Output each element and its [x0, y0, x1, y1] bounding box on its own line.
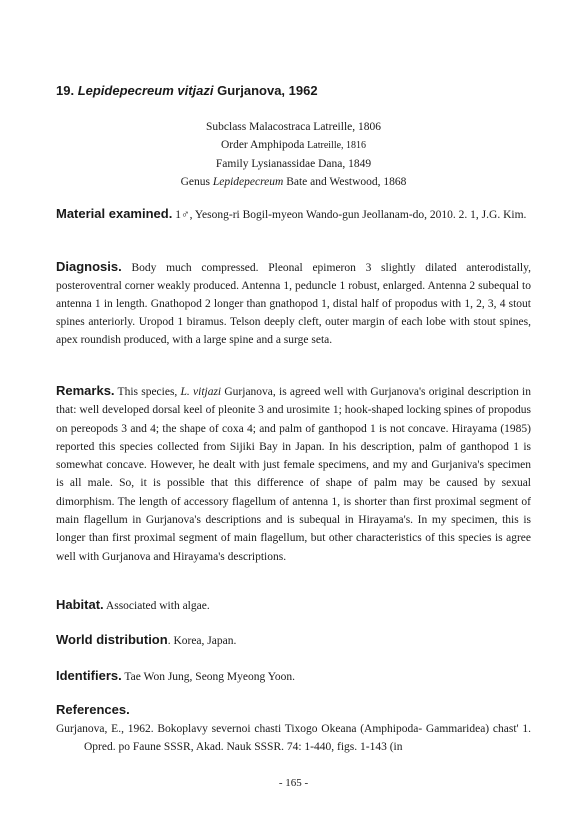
genus-prefix: Genus	[180, 176, 213, 188]
family-line: Family Lysianassidae Dana, 1849	[215, 158, 372, 170]
page-number: - 165 -	[278, 777, 309, 789]
species-number: 19.	[56, 83, 78, 98]
habitat-text: Associated with algae.	[103, 600, 210, 612]
diagnosis-text: Body much compressed. Pleonal epimeron 3 slightly dilated anterodistally, posteroventral corner weakly produced. Antenna 1, peduncle 1 robust, enlarged. Antenna 2 subequal to antenna 1 in length. Gnathopod 2 longer than gnathopod 1, distal half of propodus with 1, 2, 3, 4 stout spines anteriorly. Uropod 1 biramus. Telson deeply cleft, outer margin of each lobe with stout spines, apex roundish produced, with a large spine and a surge seta.	[56, 262, 531, 346]
species-name: Lepidepecreum vitjazi	[77, 83, 214, 98]
distribution-section	[56, 632, 531, 647]
remarks-species: L. vitjazi	[180, 386, 222, 398]
genus-author: Bate and Westwood, 1868	[283, 176, 407, 188]
order-author: Latreille, 1816	[307, 140, 367, 151]
habitat-section	[56, 597, 531, 612]
species-title	[56, 83, 536, 98]
remarks-text-b: Gurjanova, is agreed well with Gurjanova's original description in that: well developed dorsal keel of pleonite 3 and urosimite 1; hook-shaped locking spines of propodus on pereopods 3 and 4; the shape of coxa 4; and palm of ganthopod 1 is not concave. Hirayama (1985) reported this species collected from Sijiki Bay in Japan. In his description, palm of ganthopod 1 is somewhat concave. However, he dealt with just female specimens, and my and Gurjaniva's specimen is all male. So, it is possible that this difference of shape of palm may be caused by sexual dimorphism. The length of accessory flagellum of antenna 1, is shorter than first proximal segment of main flagellum in Gurjanova's descriptions and is subequal in Hirayama's. In my specimen, this is longer than first proximal segment of main flagellum, but other characteristics of this species is agree well with Gurjanova and Hirayama's descriptions.	[56, 386, 531, 563]
remarks-section	[56, 382, 531, 566]
diagnosis-heading: Diagnosis.	[56, 259, 122, 274]
identifiers-text: Tae Won Jung, Seong Myeong Yoon.	[121, 671, 295, 683]
remarks-text-a: This species,	[114, 386, 181, 398]
species-author: Gurjanova, 1962	[213, 83, 318, 98]
habitat-heading: Habitat.	[56, 597, 104, 612]
subclass-line: Subclass Malacostraca Latreille, 1806	[206, 121, 381, 133]
references-section	[56, 702, 531, 717]
order-line	[0, 136, 587, 155]
order-name: Order Amphipoda	[220, 139, 308, 151]
taxonomy-block	[0, 118, 587, 191]
genus-name: Lepidepecreum	[212, 176, 284, 188]
reference-entry: Gurjanova, E., 1962. Bokoplavy severnoi chasti Tixogo Okeana (Amphipoda- Gammaridea) chast' 1. Opred. po Faune SSSR, Akad. Nauk SSSR. 74: 1-440, figs. 1-143 (in	[56, 723, 531, 753]
identifiers-heading: Identifiers.	[56, 668, 122, 683]
diagnosis-section	[56, 258, 531, 349]
distribution-heading: World distribution	[56, 632, 168, 647]
material-text: 1♂, Yesong-ri Bogil-myeon Wando-gun Jeollanam-do, 2010. 2. 1, J.G. Kim.	[172, 209, 527, 221]
material-section	[56, 204, 531, 225]
genus-line	[0, 173, 587, 191]
references-heading: References.	[56, 702, 130, 717]
distribution-text: . Korea, Japan.	[167, 635, 237, 647]
remarks-heading: Remarks.	[56, 383, 115, 398]
material-heading: Material examined.	[56, 206, 173, 221]
identifiers-section	[56, 668, 531, 683]
